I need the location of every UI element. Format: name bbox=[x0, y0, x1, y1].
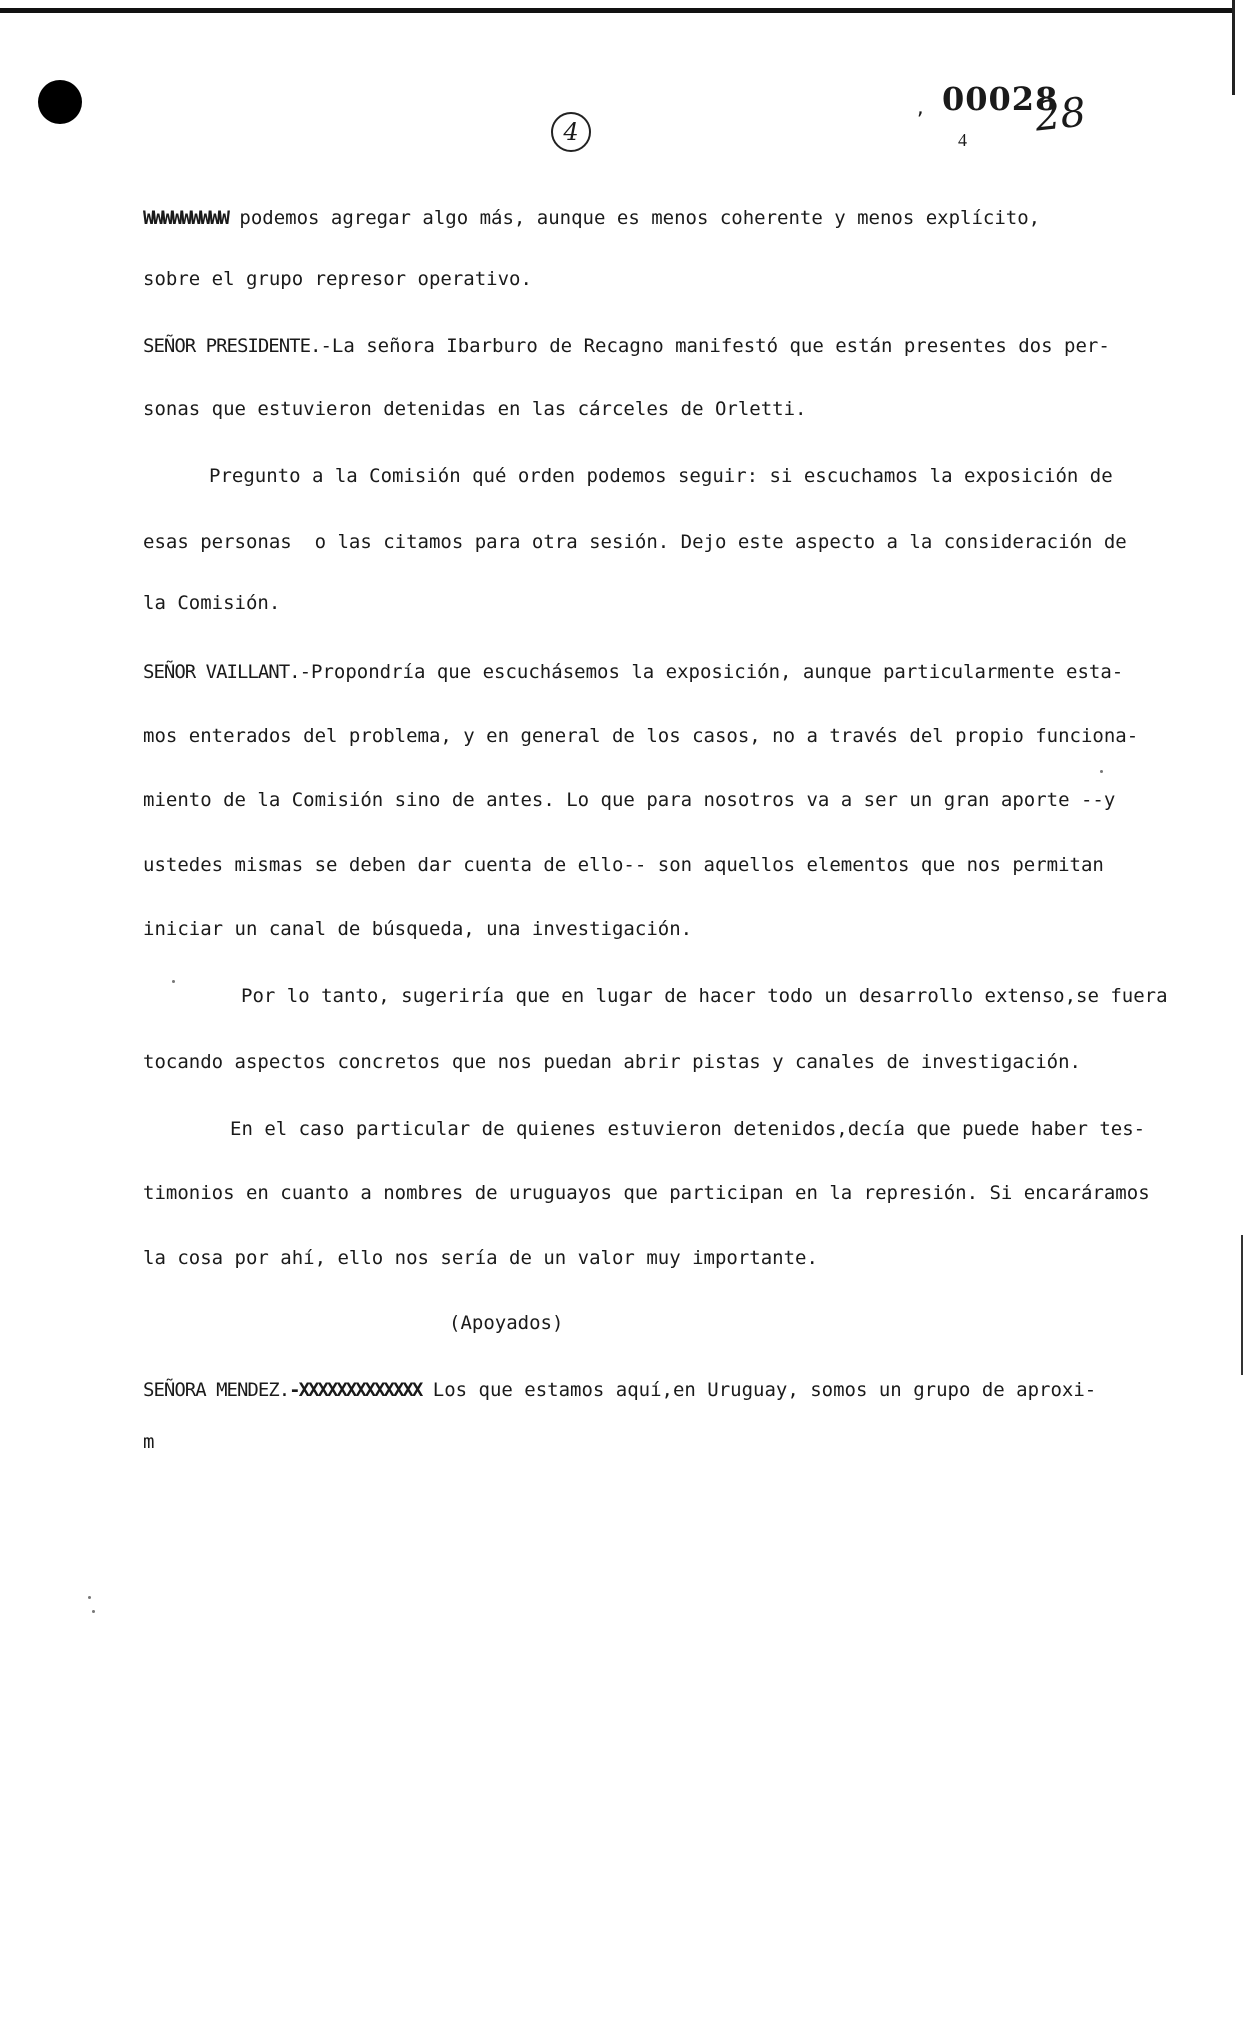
text-line-4: sonas que estuvieron detenidas en las cárceles de Orletti. bbox=[143, 398, 807, 420]
page-number: 4 bbox=[958, 130, 967, 150]
scan-speck bbox=[1100, 770, 1103, 773]
document-number: 00028 bbox=[942, 80, 1059, 118]
speaker-name: SEÑORA MENDEZ. bbox=[143, 1379, 290, 1401]
punch-hole bbox=[38, 80, 82, 124]
handwritten-number: 28 bbox=[1032, 89, 1089, 141]
text-line-1: WWWWWWWWW podemos agregar algo más, aunque es menos coherente y menos explícito, bbox=[143, 207, 1041, 229]
text-line-5: Pregunto a la Comisión qué orden podemos seguir: si escuchamos la exposición de bbox=[209, 465, 1113, 487]
text-line-10: miento de la Comisión sino de antes. Lo que para nosotros va a ser un gran aporte --y bbox=[143, 789, 1116, 811]
struck-text: WWWWWWWWW bbox=[143, 207, 228, 229]
tick-mark: , bbox=[915, 98, 926, 119]
text-line-14: tocando aspectos concretos que nos puedan abrir pistas y canales de investigación. bbox=[143, 1051, 1081, 1073]
scan-speck bbox=[88, 1596, 91, 1599]
speaker-name: SEÑOR VAILLANT. bbox=[143, 661, 300, 683]
text-line-12: iniciar un canal de búsqueda, una investigación. bbox=[143, 918, 693, 940]
text-line-16: timonios en cuanto a nombres de uruguayos que participan en la represión. Si encaráramos bbox=[143, 1182, 1150, 1204]
text-line-2: sobre el grupo represor operativo. bbox=[143, 268, 532, 290]
text-line-19: SEÑORA MENDEZ.-XXXXXXXXXXXXX Los que estamos aquí,en Uruguay, somos un grupo de aproxi- bbox=[143, 1379, 1097, 1401]
text-line-13: Por lo tanto, sugeriría que en lugar de hacer todo un desarrollo extenso,se fuera bbox=[241, 985, 1168, 1007]
right-border-rule bbox=[1232, 0, 1235, 95]
margin-mark bbox=[1241, 1235, 1243, 1375]
text-line-17: la cosa por ahí, ello nos sería de un valor muy importante. bbox=[143, 1247, 818, 1269]
text-line-18: (Apoyados) bbox=[449, 1312, 564, 1334]
text-line-11: ustedes mismas se deben dar cuenta de ello-- son aquellos elementos que nos permitan bbox=[143, 854, 1104, 876]
text-line-15: En el caso particular de quienes estuvieron detenidos,decía que puede haber tes- bbox=[230, 1118, 1146, 1140]
text-line-9: mos enterados del problema, y en general de los casos, no a través del propio funciona- bbox=[143, 725, 1139, 747]
speaker-name: SEÑOR PRESIDENTE. bbox=[143, 335, 321, 357]
text-line-20: m bbox=[143, 1431, 155, 1453]
top-border-rule bbox=[0, 8, 1234, 13]
text-line-7: la Comisión. bbox=[143, 592, 281, 614]
text-line-8: SEÑOR VAILLANT.-Propondría que escuchásemos la exposición, aunque particularmente esta- bbox=[143, 661, 1124, 683]
text-line-6: esas personas o las citamos para otra sesión. Dejo este aspecto a la consideración de bbox=[143, 531, 1127, 553]
circled-number: 4 bbox=[551, 112, 591, 152]
text-line-3: SEÑOR PRESIDENTE.-La señora Ibarburo de Recagno manifestó que están presentes dos per- bbox=[143, 335, 1110, 357]
struck-text: -XXXXXXXXXXXXX bbox=[289, 1379, 422, 1401]
scan-speck bbox=[92, 1610, 95, 1613]
scan-speck bbox=[172, 980, 175, 983]
